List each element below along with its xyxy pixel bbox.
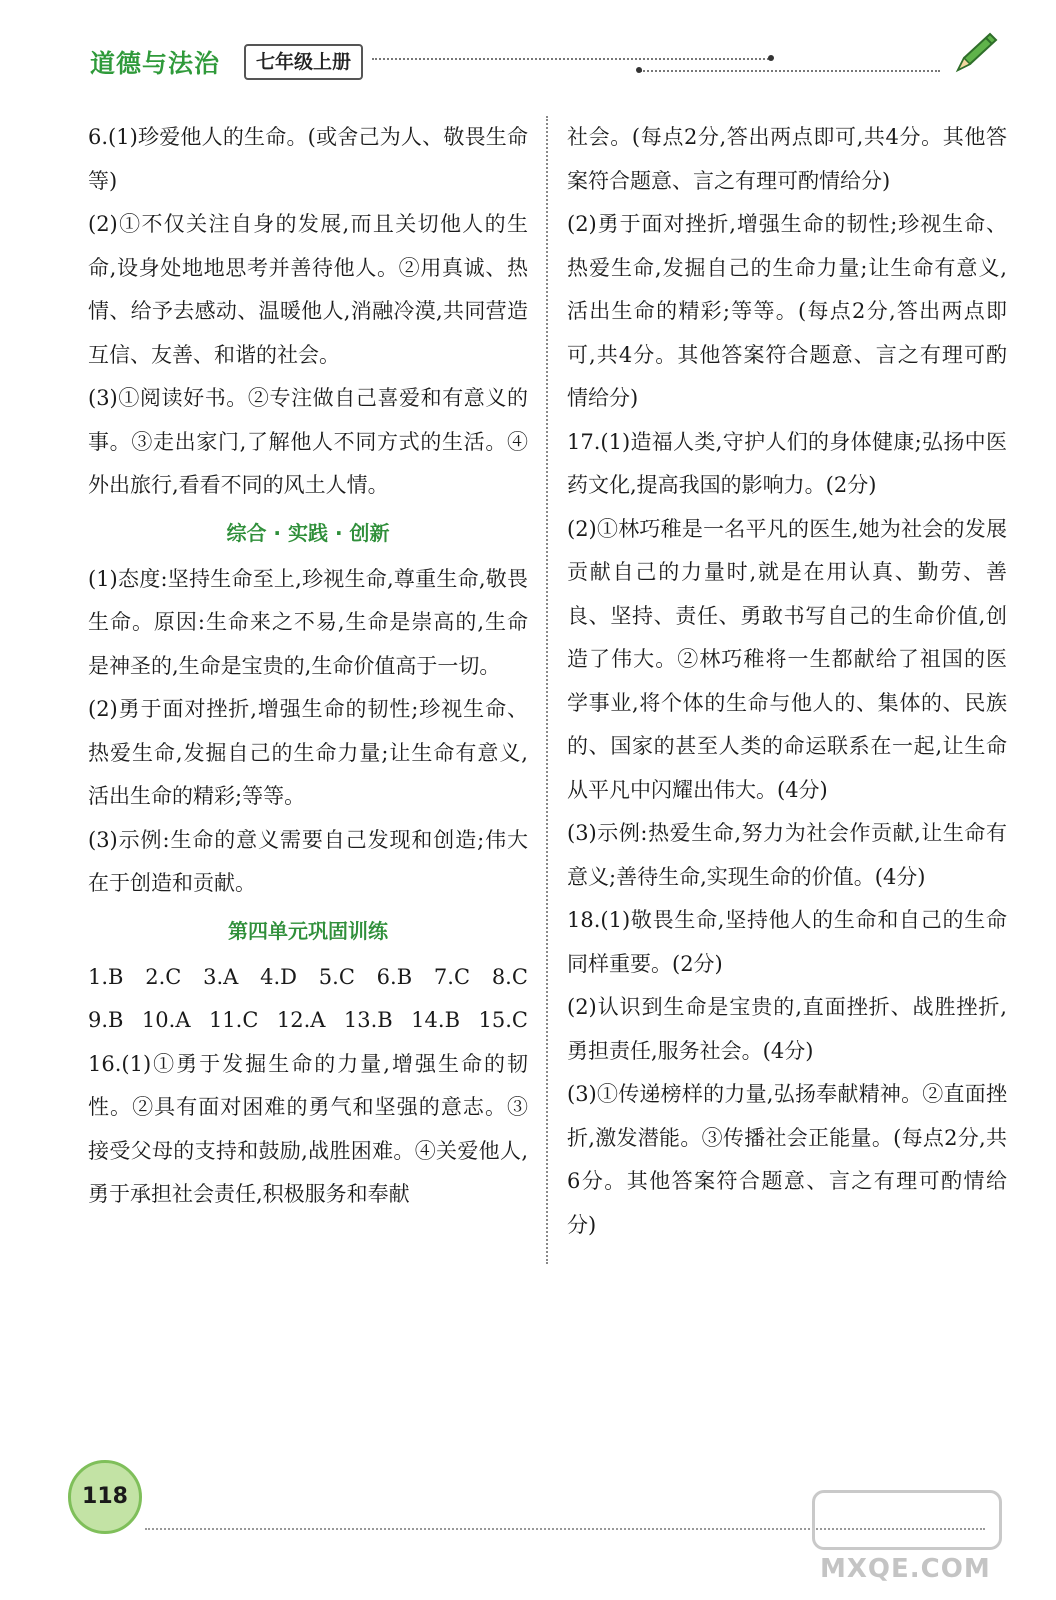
choice-answer: 13.B — [343, 1008, 393, 1032]
answer-paragraph: (2)认识到生命是宝贵的,直面挫折、战胜挫折,勇担责任,服务社会。(4分) — [567, 995, 1007, 1063]
choice-answer: 14.B — [411, 1008, 461, 1032]
choice-answer: 10.A — [141, 1008, 191, 1032]
answer-paragraph: (2)①林巧稚是一名平凡的医生,她为社会的发展贡献自己的力量时,就是在用认真、勤劳、善良、坚持、责任、勇敢书写自己的生命价值,创造了伟大。②林巧稚将一生都献给了祖国的医学事业,将个体的生命与他人的、集体的、民族的、国家的甚至人类的命运联系在一起,让生命从平凡中闪耀出伟大。(4分) — [567, 516, 1007, 802]
answer-paragraph: 6.(1)珍爱他人的生命。(或舍己为人、敬畏生命等) — [88, 125, 528, 193]
choice-answer: 15.C — [478, 1008, 528, 1032]
watermark-text: MXQE.COM — [820, 1554, 991, 1584]
page-number: 118 — [68, 1460, 142, 1534]
column-divider — [546, 116, 548, 1264]
watermark — [812, 1490, 1002, 1590]
header-dotted-line — [372, 58, 772, 60]
answer-paragraph: 16.(1)①勇于发掘生命的力量,增强生命的韧性。②具有面对困难的勇气和坚强的意志。③接受父母的支持和鼓励,战胜困难。④关爱他人,勇于承担社会责任,积极服务和奉献 — [88, 1051, 528, 1206]
answer-paragraph: (2)①不仅关注自身的发展,而且关切他人的生命,设身处地地思考并善待他人。②用真诚、热情、给予去感动、温暖他人,消融冷漠,共同营造互信、友善、和谐的社会。 — [88, 212, 528, 367]
subject-title: 道德与法治 — [90, 49, 221, 78]
choice-answer: 11.C — [208, 1008, 259, 1032]
answer-paragraph: (2)勇于面对挫折,增强生命的韧性;珍视生命、热爱生命,发掘自己的生命力量;让生命有意义,活出生命的精彩;等等。 — [88, 697, 528, 808]
choice-answers-row — [88, 999, 528, 1043]
choice-answer: 12.A — [276, 1008, 326, 1032]
choice-answer: 5.C — [318, 964, 355, 989]
answer-paragraph: (3)①传递榜样的力量,弘扬奉献精神。②直面挫折,激发潜能。③传播社会正能量。(每点2分,共6分。其他答案符合题意、言之有理可酌情给分) — [567, 1082, 1007, 1237]
choice-answer: 9.B — [88, 1008, 124, 1032]
header-dot — [636, 67, 642, 73]
answer-paragraph: 社会。(每点2分,答出两点即可,共4分。其他答案符合题意、言之有理可酌情给分) — [567, 125, 1007, 193]
choice-answer: 8.C — [491, 964, 528, 989]
watermark-logo — [812, 1490, 1002, 1550]
page-header — [0, 0, 1056, 90]
section-title-practice: 综合 · 实践 · 创新 — [226, 520, 390, 545]
choice-answer: 3.A — [203, 964, 239, 989]
choice-answers-row — [88, 956, 528, 1000]
section-title-unit4: 第四单元巩固训练 — [228, 918, 388, 943]
answer-paragraph: (3)①阅读好书。②专注做自己喜爱和有意义的事。③走出家门,了解他人不同方式的生活。④外出旅行,看看不同的风土人情。 — [88, 386, 528, 497]
choice-answer: 1.B — [88, 964, 124, 989]
left-column — [88, 116, 528, 1217]
answer-paragraph: 17.(1)造福人类,守护人们的身体健康;弘扬中医药文化,提高我国的影响力。(2分) — [567, 429, 1007, 497]
choice-answer: 6.B — [376, 964, 413, 989]
answer-paragraph: 18.(1)敬畏生命,坚持他人的生命和自己的生命同样重要。(2分) — [567, 908, 1007, 976]
answer-paragraph: (3)示例:生命的意义需要自己发现和创造;伟大在于创造和贡献。 — [88, 827, 528, 895]
answer-paragraph: (2)勇于面对挫折,增强生命的韧性;珍视生命、热爱生命,发掘自己的生命力量;让生命有意义,活出生命的精彩;等等。(每点2分,答出两点即可,共4分。其他答案符合题意、言之有理可酌情给分) — [567, 212, 1007, 410]
header-dot — [768, 55, 774, 61]
choice-answer: 4.D — [260, 964, 297, 989]
answer-paragraph: (3)示例:热爱生命,努力为社会作贡献,让生命有意义;善待生命,实现生命的价值。(4分) — [567, 821, 1007, 889]
pen-icon — [950, 30, 1000, 75]
header-dotted-line-lower — [640, 70, 940, 72]
right-column — [567, 116, 1007, 1247]
answer-paragraph: (1)态度:坚持生命至上,珍视生命,尊重生命,敬畏生命。原因:生命来之不易,生命是崇高的,生命是神圣的,生命是宝贵的,生命价值高于一切。 — [88, 566, 528, 678]
choice-answer: 7.C — [433, 964, 471, 989]
choice-answer: 2.C — [145, 964, 182, 989]
grade-label: 七年级上册 — [244, 44, 363, 80]
